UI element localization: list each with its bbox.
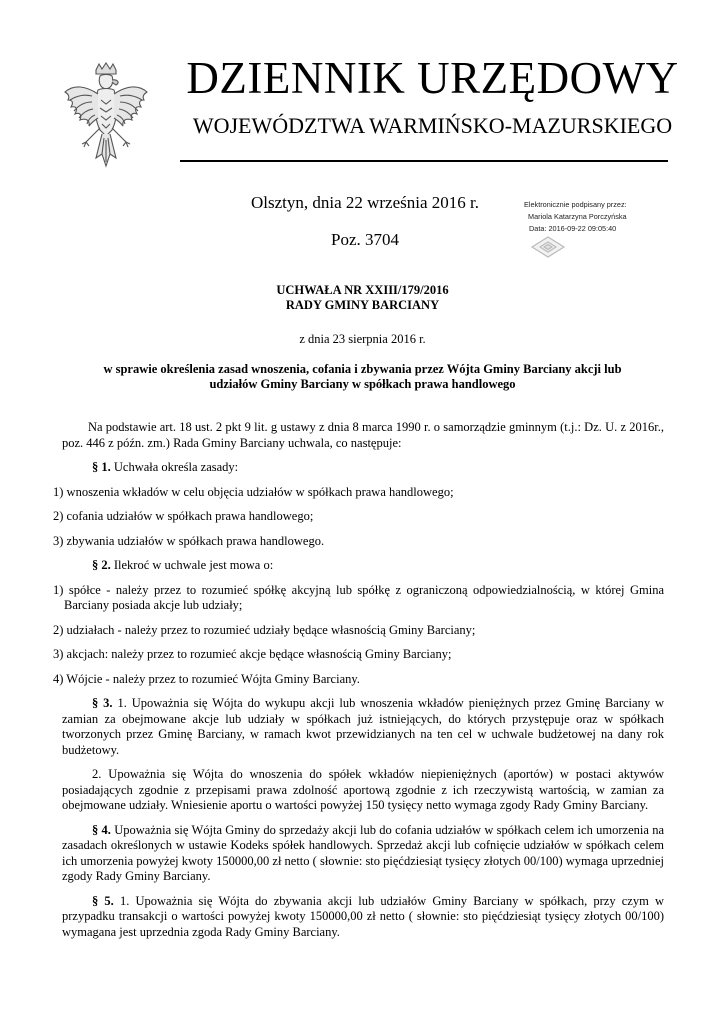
- subject-line: w sprawie określenia zasad wnoszenia, cofania i zbywania przez Wójta Gminy Barciany akcji lub: [103, 362, 622, 376]
- signature-name: Mariola Katarzyna Porczyńska: [528, 212, 627, 221]
- section-3-paragraph-2: 2. Upoważnia się Wójta do wnoszenia do spółek wkładów niepieniężnych (aportów) w postaci aktywów posiadających zgodnie z przepisami prawa zdolność aportową zgodnie z ich rzeczywistą wartością, w zamian za obejmowane udziały. Wniesienie aportu o wartości powyżej 150 tysięcy netto wymaga zgody Rady Gminy Barciany.: [62, 767, 664, 812]
- header-divider: [180, 160, 668, 162]
- signature-date: Data: 2016-09-22 09:05:40: [529, 224, 617, 233]
- section-5: [62, 894, 664, 941]
- subject-line: udziałów Gminy Barciany w spółkach prawa handlowego: [209, 377, 516, 391]
- list-item: 3) zbywania udziałów w spółkach prawa handlowego.: [53, 533, 325, 548]
- resolution-heading: [0, 283, 725, 313]
- list-item: 1) spółce - należy przez to rozumieć spółkę akcyjną lub spółkę z ograniczoną odpowiedzialnością, w której Gmina Barciany posiada akcje lub udziały;: [53, 582, 664, 612]
- preamble: Na podstawie art. 18 ust. 2 pkt 9 lit. g ustawy z dnia 8 marca 1990 r. o samorządzie gminnym (t.j.: Dz. U. z 2016r., poz. 446 z późn. zm.) Rada Gminy Barciany uchwala, co następuje:: [62, 420, 664, 450]
- journal-title: DZIENNIK URZĘDOWY: [186, 53, 679, 103]
- section-mark: § 4.: [92, 822, 111, 837]
- section-3: [62, 696, 664, 758]
- section-text: Ilekroć w uchwale jest mowa o:: [110, 558, 274, 572]
- section-mark: § 5.: [92, 893, 114, 908]
- list-item: 4) Wójcie - należy przez to rozumieć Wójta Gminy Barciany.: [53, 671, 360, 686]
- section-text: 1. Upoważnia się Wójta do wykupu akcji lub wnoszenia wkładów pieniężnych przez Gminę Barciany w zamian za obejmowane akcje lub udziały w spółkach już istniejących, do których przystępuje oraz w spółkach tworzonych przez Gminę Barciany, w ramach kwot przewidzianych na ten cel w uchwale budżetowej na dany rok budżetowy.: [62, 696, 665, 757]
- publication-place-date: Olsztyn, dnia 22 września 2016 r.: [250, 193, 480, 212]
- signature-check-icon: [528, 235, 568, 259]
- resolution-subject: [70, 362, 655, 392]
- resolution-number: UCHWAŁA NR XXIII/179/2016: [276, 283, 449, 297]
- section-1: [62, 460, 664, 476]
- list-item: 2) udziałach - należy przez to rozumieć udziały będące własnością Gminy Barciany;: [53, 622, 476, 637]
- section-4: [62, 823, 664, 885]
- journal-subtitle: WOJEWÓDZTWA WARMIŃSKO-MAZURSKIEGO: [192, 113, 673, 138]
- signature-label: Elektronicznie podpisany przez:: [524, 200, 627, 209]
- document-body: [53, 420, 665, 949]
- resolution-body: RADY GMINY BARCIANY: [285, 298, 440, 312]
- section-text: Upoważnia się Wójta Gminy do sprzedaży akcji lub do cofania udziałów w spółkach celem ich umorzenia na zasadach określonych w ustawie Kodeks spółek handlowych. Sprzedaż akcji lub cofnięcie udziałów w spółkach celem ich umorzenia powyżej kwoty 150000,00 zł netto ( słownie: sto pięćdziesiąt tysięcy złotych 00/100) wymaga uprzedniej zgody Rady Gminy Barciany.: [62, 822, 664, 883]
- section-text: 1. Upoważnia się Wójta do zbywania akcji lub udziałów Gminy Barciany w spółkach, przy czym w przypadku transakcji o wartości powyżej kwoty 150000,00 zł netto ( słownie: sto pięćdziesiąt tysięcy złotych 00/100) wymagana jest uprzednia zgoda Rady Gminy Barciany.: [62, 893, 664, 939]
- list-item: 1) wnoszenia wkładów w celu objęcia udziałów w spółkach prawa handlowego;: [53, 484, 454, 499]
- list-item: 3) akcjach: należy przez to rozumieć akcje będące własnością Gminy Barciany;: [53, 647, 452, 661]
- resolution-date: z dnia 23 sierpnia 2016 r.: [299, 332, 426, 346]
- eagle-emblem-icon: [62, 62, 150, 170]
- position-number: Poz. 3704: [331, 230, 399, 249]
- list-item: 2) cofania udziałów w spółkach prawa handlowego;: [53, 509, 314, 523]
- section-mark: § 3.: [92, 696, 113, 710]
- section-text: Uchwała określa zasady:: [110, 460, 239, 474]
- section-mark: § 2.: [92, 558, 111, 572]
- section-mark: § 1.: [92, 460, 111, 474]
- section-2: [62, 558, 664, 574]
- electronic-signature: [524, 199, 664, 235]
